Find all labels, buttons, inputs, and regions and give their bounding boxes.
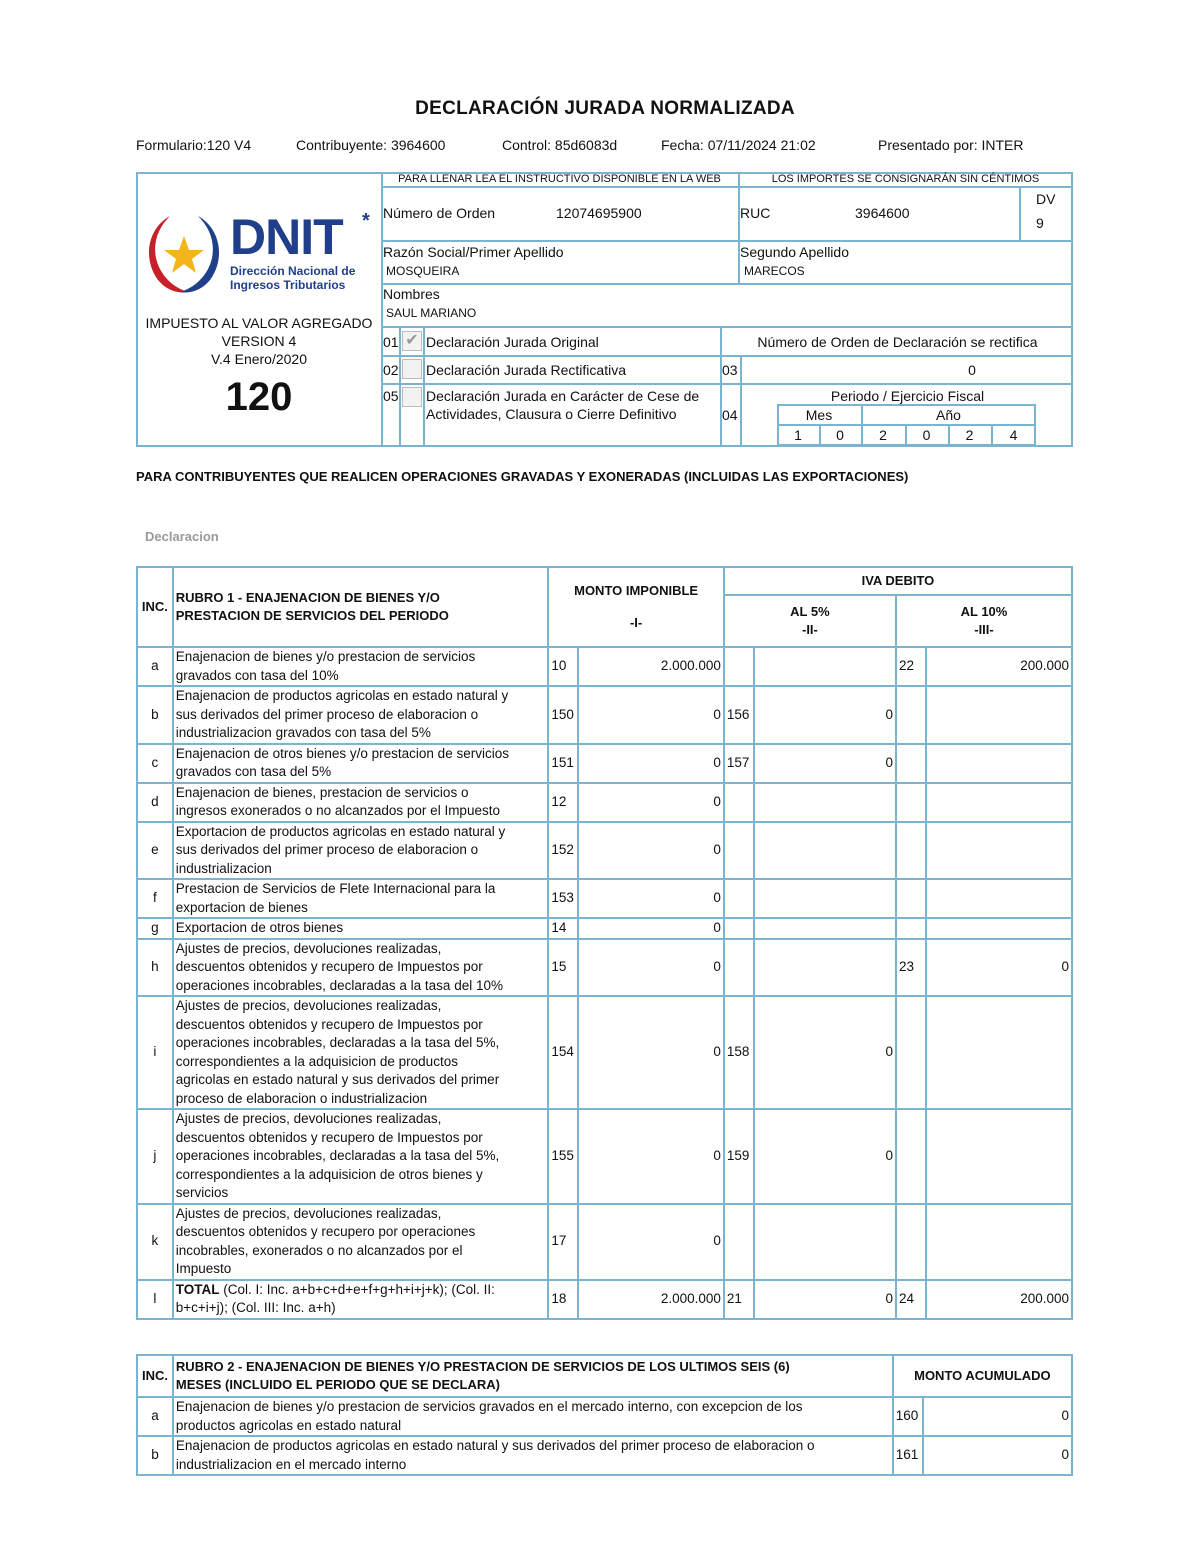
- al10-label: AL 10%: [960, 603, 1008, 619]
- monto-acumulado-value: 0: [923, 1436, 1072, 1475]
- iva10-value: [926, 744, 1072, 783]
- iva10-value: [926, 686, 1072, 744]
- code-cell: 12: [548, 783, 578, 822]
- iva5-value: 0: [754, 1109, 896, 1204]
- total-row: [137, 1280, 1072, 1319]
- row-inc: b: [137, 686, 173, 744]
- iva10-value: [926, 996, 1072, 1109]
- description-line: industrializacion: [175, 860, 272, 876]
- iva10-value: [926, 783, 1072, 822]
- code-02: 02: [383, 362, 399, 378]
- description-line: descuentos obtenidos y recupero de Impuestos por: [175, 959, 483, 974]
- code-cell: 14: [548, 918, 578, 939]
- al10-header: [896, 595, 1072, 647]
- code-cell: 22: [896, 647, 926, 686]
- code-04: 04: [722, 407, 738, 423]
- table-row: [137, 783, 1072, 822]
- iva10-value: [926, 1204, 1072, 1280]
- code-01: 01: [383, 334, 399, 350]
- description-line: Enajenacion de otros bienes y/o prestacion de servicios: [175, 745, 509, 761]
- grid-line: [381, 283, 1073, 285]
- rectificativa-checkbox[interactable]: [402, 359, 422, 379]
- row-description: [173, 822, 549, 880]
- code-cell: 155: [548, 1109, 578, 1204]
- table-row: [137, 647, 1072, 686]
- rubro2-title-line: MESES (INCLUIDO EL PERIODO QUE SE DECLARA): [175, 1377, 500, 1392]
- code-cell: [896, 879, 926, 918]
- monto-imponible-value: 0: [578, 783, 724, 822]
- logo-name: DNIT: [230, 209, 343, 265]
- description-line: operaciones incobrables, declaradas a la tasa del 5%,: [175, 1035, 500, 1050]
- code-cell: [896, 918, 926, 939]
- grid-line: [381, 383, 1073, 385]
- code-cell: 153: [548, 879, 578, 918]
- iva10-value: [926, 1109, 1072, 1204]
- code-cell: 10: [548, 647, 578, 686]
- rubro1-table: [136, 566, 1073, 1320]
- code-cell: [896, 822, 926, 880]
- declaracion-label: Declaracion: [145, 529, 219, 544]
- iva5-value: [754, 647, 896, 686]
- iva10-value: 0: [926, 939, 1072, 997]
- table-row: [137, 996, 1072, 1109]
- monto-imponible-value: 2.000.000: [578, 647, 724, 686]
- table-row: [137, 918, 1072, 939]
- table-row: [137, 1204, 1072, 1280]
- description-line: Ajustes de precios, devoluciones realizadas,: [175, 1205, 442, 1221]
- description-line: correspondientes a la adquisicion de otros bienes y: [175, 1166, 483, 1182]
- code-cell: 154: [548, 996, 578, 1109]
- code-cell: 151: [548, 744, 578, 783]
- code-cell: 21: [724, 1280, 754, 1319]
- tax-name: IMPUESTO AL VALOR AGREGADO: [145, 315, 373, 331]
- monto-imponible-value: 0: [578, 996, 724, 1109]
- section-title: PARA CONTRIBUYENTES QUE REALICEN OPERACIONES GRAVADAS Y EXONERADAS (INCLUIDAS LAS EXPORTACIONES): [136, 469, 909, 484]
- code-cell: 152: [548, 822, 578, 880]
- original-label: Declaración Jurada Original: [426, 334, 599, 350]
- grid-line: [423, 326, 425, 447]
- rubro2-table: [136, 1354, 1073, 1476]
- period-digit: 2: [879, 427, 887, 443]
- description-line: sus derivados del primer proceso de elaboracion o: [175, 842, 479, 857]
- monto-imponible-value: 0: [578, 1204, 724, 1280]
- description-line: Exportacion de productos agricolas en estado natural y: [175, 823, 506, 839]
- description-line: productos agricolas en estado natural: [175, 1417, 402, 1433]
- al5-header: [724, 595, 896, 647]
- code-cell: 23: [896, 939, 926, 997]
- iva5-value: 0: [754, 996, 896, 1109]
- description-line: Enajenacion de productos agricolas en estado natural y sus derivados del primer proceso de elaboracion o: [175, 1438, 815, 1453]
- description-line: Enajenacion de productos agricolas en estado natural y: [175, 688, 509, 703]
- description-line: industrializacion gravados con tasa del 5%: [175, 725, 431, 740]
- total-formula: (Col. I: Inc. a+b+c+d+e+f+g+h+i+j+k); (Col. II:: [219, 1281, 495, 1297]
- segundo-value: MARECOS: [744, 264, 805, 278]
- description-line: descuentos obtenidos y recupero por operaciones: [175, 1224, 476, 1239]
- iva5-value: [754, 939, 896, 997]
- iva5-value: [754, 822, 896, 880]
- code-cell: 15: [548, 939, 578, 997]
- row-description: [173, 879, 549, 918]
- code-cell: 24: [896, 1280, 926, 1319]
- row-inc: a: [137, 647, 173, 686]
- iva-debito-header: IVA DEBITO: [724, 567, 1072, 595]
- code-cell: [724, 1204, 754, 1280]
- period-digit: 0: [836, 427, 844, 443]
- cese-label-1: Declaración Jurada en Carácter de Cese de: [426, 388, 700, 404]
- code-cell: [724, 879, 754, 918]
- row-inc: f: [137, 879, 173, 918]
- control-label: Control: 85d6083d: [502, 137, 618, 153]
- rectifica-value: 0: [968, 362, 976, 378]
- ruc-value: 3964600: [855, 205, 910, 221]
- description-line: gravados con tasa del 5%: [175, 764, 332, 779]
- description-line: correspondientes a la adquisicion de productos: [175, 1053, 458, 1069]
- code-cell: 18: [548, 1280, 578, 1319]
- nombres-label: Nombres: [383, 286, 440, 302]
- rubro1-title-line: RUBRO 1 - ENAJENACION DE BIENES Y/O: [175, 589, 440, 605]
- table-row: [137, 1397, 1072, 1436]
- row-inc: g: [137, 918, 173, 939]
- rubro1-title: [173, 567, 549, 647]
- instructivo-note: PARA LLENAR LEA EL INSTRUCTIVO DISPONIBLE EN LA WEB: [398, 173, 721, 185]
- code-cell: 156: [724, 686, 754, 744]
- table-row: [137, 1436, 1072, 1475]
- code-cell: [896, 744, 926, 783]
- description-line: Impuesto: [175, 1261, 232, 1276]
- segundo-label: Segundo Apellido: [740, 244, 849, 260]
- iva5-value: [754, 1204, 896, 1280]
- iva5-total: 0: [754, 1280, 896, 1319]
- description-line: Ajustes de precios, devoluciones realizadas,: [175, 940, 442, 956]
- form-number: 120: [225, 375, 293, 419]
- monto-imponible-header: [548, 567, 724, 647]
- description-line: b+c+i+j); (Col. III: Inc. a+h): [175, 1300, 336, 1315]
- ruc-label: RUC: [740, 205, 771, 221]
- numero-orden-value: 12074695900: [556, 205, 642, 221]
- iva10-value: [926, 879, 1072, 918]
- periodo-label: Periodo / Ejercicio Fiscal: [830, 388, 985, 404]
- code-cell: [724, 918, 754, 939]
- grid-line: [381, 186, 1073, 188]
- grid-line: [381, 240, 1073, 242]
- code-cell: 158: [724, 996, 754, 1109]
- iva10-value: [926, 918, 1072, 939]
- code-cell: 157: [724, 744, 754, 783]
- presentado-label: Presentado por: INTER: [878, 137, 1024, 153]
- row-inc: c: [137, 744, 173, 783]
- row-inc: i: [137, 996, 173, 1109]
- row-description: [173, 996, 549, 1109]
- monto-imponible-value: 0: [578, 879, 724, 918]
- al5-label: AL 5%: [790, 603, 830, 619]
- row-inc: k: [137, 1204, 173, 1280]
- monto-acumulado-value: 0: [923, 1397, 1072, 1436]
- monto-imponible-value: 0: [578, 939, 724, 997]
- description-line: operaciones incobrables, declaradas a la tasa del 5%,: [175, 1148, 500, 1163]
- description-line: Enajenacion de bienes y/o prestacion de servicios: [175, 649, 476, 664]
- grid-line: [399, 326, 401, 447]
- description-line: industrializacion en el mercado interno: [175, 1456, 407, 1472]
- code-cell: 160: [893, 1397, 923, 1436]
- tax-version-date: V.4 Enero/2020: [210, 351, 307, 367]
- logo-subtitle-1: Dirección Nacional de: [230, 264, 356, 278]
- row-inc: b: [137, 1436, 173, 1475]
- iva5-value: [754, 783, 896, 822]
- description-line: ingresos exonerados o no alcanzados por el Impuesto: [175, 803, 500, 818]
- logo-asterisk: *: [362, 210, 370, 232]
- fecha-label: Fecha: 07/11/2024 21:02: [661, 137, 816, 153]
- cese-checkbox[interactable]: [402, 387, 422, 407]
- nombres-value: SAUL MARIANO: [386, 306, 477, 320]
- rectifica-label: Número de Orden de Declaración se rectifica: [757, 334, 1038, 350]
- total-label: TOTAL: [175, 1281, 220, 1297]
- row-description: [173, 1397, 893, 1436]
- code-cell: [724, 783, 754, 822]
- monto-imponible-value: 0: [578, 686, 724, 744]
- grid-line: [381, 326, 1073, 328]
- description-line: exportacion de bienes: [175, 899, 308, 915]
- period-digit: 1: [794, 427, 802, 443]
- description-line: proceso de elaboracion o industrializacion: [175, 1090, 428, 1106]
- monto-imponible-value: 0: [578, 744, 724, 783]
- monto-imponible-value: 0: [578, 918, 724, 939]
- rubro2-title: [173, 1355, 893, 1397]
- rectificativa-label: Declaración Jurada Rectificativa: [426, 362, 626, 378]
- code-cell: [724, 647, 754, 686]
- description-line: Ajustes de precios, devoluciones realizadas,: [175, 1111, 442, 1126]
- mes-label: Mes: [805, 407, 833, 423]
- iva10-value: [926, 822, 1072, 880]
- description-line: incobrables, exonerados o no alcanzados por el: [175, 1242, 463, 1258]
- row-inc: d: [137, 783, 173, 822]
- rubro2-title-line: RUBRO 2 - ENAJENACION DE BIENES Y/O PRESTACION DE SERVICIOS DE LOS ULTIMOS SEIS (6): [175, 1358, 790, 1374]
- logo-subtitle-2: Ingresos Tributarios: [230, 278, 346, 292]
- row-description: [173, 647, 549, 686]
- razon-label: Razón Social/Primer Apellido: [383, 244, 564, 260]
- iva5-value: 0: [754, 744, 896, 783]
- description-line: operaciones incobrables, declaradas a la tasa del 10%: [175, 977, 503, 993]
- description-line: Exportacion de otros bienes: [175, 920, 344, 935]
- description-line: Enajenacion de bienes y/o prestacion de servicios gravados en el mercado interno, con excepcion de los: [175, 1399, 803, 1414]
- dv-value: 9: [1036, 215, 1044, 231]
- row-description: [173, 939, 549, 997]
- description-line: Enajenacion de bienes, prestacion de servicios o: [175, 784, 469, 800]
- code-cell: [724, 939, 754, 997]
- table-row: [137, 744, 1072, 783]
- col3-label: -III-: [974, 622, 994, 637]
- row-description: [173, 783, 549, 822]
- monto-imponible-total: 2.000.000: [578, 1280, 724, 1319]
- total-description: [173, 1280, 549, 1319]
- numero-orden-label: Número de Orden: [383, 205, 496, 221]
- iva5-value: 0: [754, 686, 896, 744]
- code-cell: [896, 996, 926, 1109]
- row-description: [173, 1109, 549, 1204]
- iva10-total: 200.000: [926, 1280, 1072, 1319]
- code-cell: 150: [548, 686, 578, 744]
- description-line: gravados con tasa del 10%: [175, 667, 339, 683]
- code-cell: [724, 822, 754, 880]
- description-line: agricolas en estado natural y sus derivados del primer: [175, 1072, 500, 1087]
- tax-version: VERSION 4: [221, 333, 297, 349]
- table-row: [137, 822, 1072, 880]
- monto-imponible-value: 0: [578, 822, 724, 880]
- code-cell: [896, 783, 926, 822]
- razon-value: MOSQUEIRA: [386, 264, 460, 278]
- monto-imponible-value: 0: [578, 1109, 724, 1204]
- monto-imponible-label: MONTO IMPONIBLE: [574, 582, 699, 598]
- code-cell: 159: [724, 1109, 754, 1204]
- code-05: 05: [383, 388, 399, 404]
- monto-acumulado-header: MONTO ACUMULADO: [893, 1355, 1072, 1397]
- period-digit: 0: [922, 427, 931, 443]
- grid-line: [381, 355, 1073, 357]
- row-description: [173, 744, 549, 783]
- anio-label: Año: [936, 407, 961, 423]
- table-row: [137, 686, 1072, 744]
- iva5-value: [754, 879, 896, 918]
- rubro1-title-line: PRESTACION DE SERVICIOS DEL PERIODO: [175, 608, 449, 623]
- contribuyente-label: Contribuyente: 3964600: [296, 137, 446, 153]
- grid-line: [1019, 186, 1021, 242]
- col1-label: -I-: [629, 615, 643, 630]
- description-line: descuentos obtenidos y recupero de Impuestos por: [175, 1129, 483, 1145]
- row-description: [173, 1436, 893, 1475]
- importes-note: LOS IMPORTES SE CONSIGNARÁN SIN CÉNTIMOS: [771, 173, 1040, 185]
- period-digit: 2: [965, 427, 974, 443]
- row-inc: e: [137, 822, 173, 880]
- period-digit: 4: [1009, 427, 1018, 443]
- dv-label: DV: [1036, 191, 1056, 207]
- page-title: DECLARACIÓN JURADA NORMALIZADA: [415, 98, 795, 119]
- description-line: [176, 1281, 546, 1300]
- description-line: sus derivados del primer proceso de elaboracion o: [175, 706, 479, 722]
- table-row: [137, 879, 1072, 918]
- row-inc: a: [137, 1397, 173, 1436]
- inc-header: INC.: [137, 1355, 173, 1397]
- formulario-label: Formulario:120 V4: [136, 137, 252, 153]
- iva5-value: [754, 918, 896, 939]
- row-description: [173, 686, 549, 744]
- table-row: [137, 1109, 1072, 1204]
- code-cell: [896, 1204, 926, 1280]
- inc-header: INC.: [137, 567, 173, 647]
- col2-label: -II-: [801, 622, 818, 637]
- code-cell: [896, 1109, 926, 1204]
- description-line: servicios: [175, 1185, 229, 1200]
- description-line: Prestacion de Servicios de Flete Internacional para la: [175, 881, 496, 896]
- table-row: [137, 939, 1072, 997]
- cese-label-2: Actividades, Clausura o Cierre Definitivo: [426, 406, 677, 422]
- check-icon: ✔: [405, 332, 419, 349]
- dnit-emblem-icon: [140, 210, 230, 296]
- row-description: [173, 918, 549, 939]
- code-cell: 17: [548, 1204, 578, 1280]
- description-line: descuentos obtenidos y recupero de Impuestos por: [175, 1016, 483, 1032]
- row-inc: h: [137, 939, 173, 997]
- row-inc: l: [137, 1280, 173, 1319]
- row-description: [173, 1204, 549, 1280]
- code-cell: [896, 686, 926, 744]
- row-inc: j: [137, 1109, 173, 1204]
- code-03: 03: [722, 362, 738, 378]
- code-cell: 161: [893, 1436, 923, 1475]
- iva10-value: 200.000: [926, 647, 1072, 686]
- description-line: Ajustes de precios, devoluciones realizadas,: [175, 998, 442, 1013]
